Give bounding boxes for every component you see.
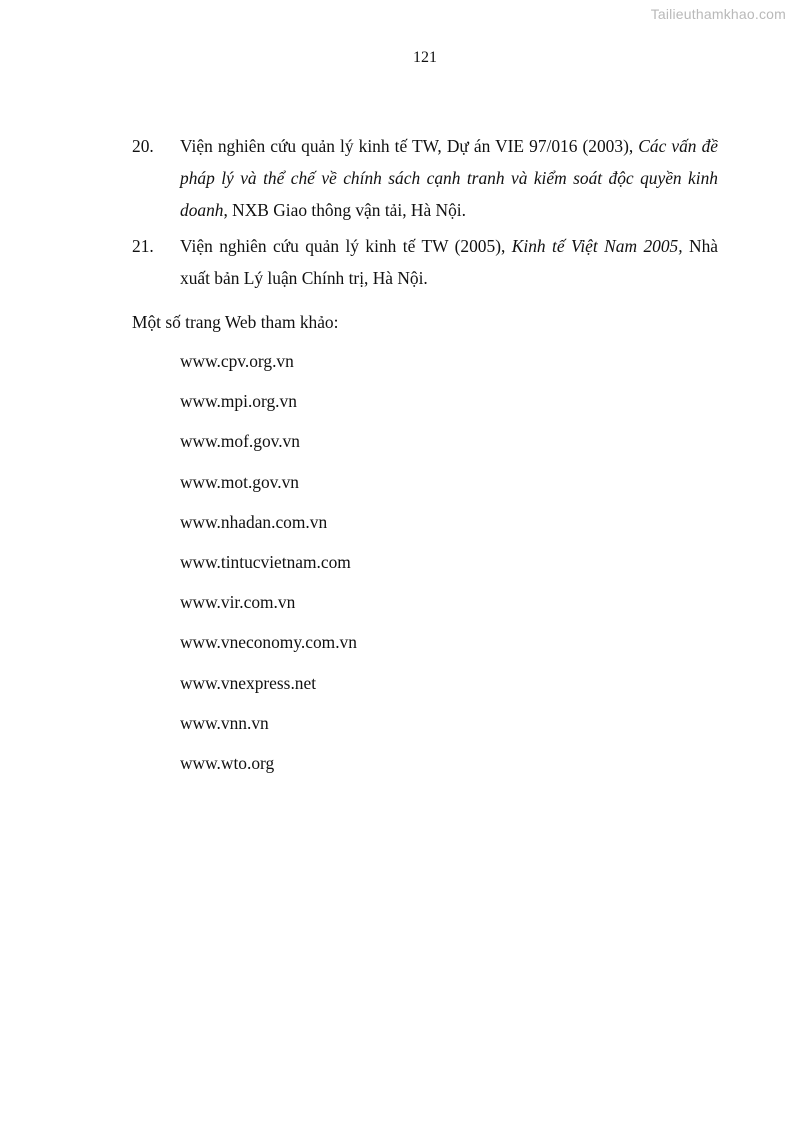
- website-link[interactable]: www.mot.gov.vn: [180, 471, 299, 492]
- website-link[interactable]: www.wto.org: [180, 752, 275, 773]
- website-link[interactable]: www.vneconomy.com.vn: [180, 632, 357, 653]
- page-number: 121: [413, 49, 437, 66]
- reference-item-21: [132, 230, 718, 294]
- reference-number: 21.: [132, 236, 154, 256]
- reference-list: [132, 130, 718, 298]
- website-link[interactable]: www.vir.com.vn: [180, 592, 296, 613]
- watermark: Tailieuthamkhao.com: [650, 6, 786, 22]
- reference-publisher-part: Nhà xuất bản Lý luận Chính trị, Hà Nội.: [180, 236, 718, 288]
- website-link[interactable]: www.cpv.org.vn: [180, 351, 294, 371]
- reference-text: [180, 130, 718, 226]
- reference-number: 20.: [132, 136, 154, 156]
- reference-text: [180, 230, 718, 294]
- website-list: [180, 345, 357, 787]
- reference-item-20: [132, 130, 718, 226]
- reference-title: Các vấn đề pháp lý và thể chế về chính sách cạnh tranh và kiểm soát độc quyền kinh doanh: [180, 136, 718, 220]
- website-link[interactable]: www.mof.gov.vn: [180, 431, 300, 452]
- website-link[interactable]: www.tintucvietnam.com: [180, 551, 351, 572]
- reference-title: Kinh tế Việt Nam 2005,: [511, 236, 683, 256]
- website-link[interactable]: www.mpi.org.vn: [180, 391, 297, 412]
- website-link[interactable]: www.vnn.vn: [180, 712, 269, 733]
- website-link[interactable]: www.nhadan.com.vn: [180, 511, 328, 532]
- websites-heading: Một số trang Web tham khảo:: [132, 312, 339, 332]
- reference-publisher-part: , NXB Giao thông vận tải, Hà Nội.: [223, 200, 466, 220]
- reference-author-part: Viện nghiên cứu quản lý kinh tế TW (2005),: [180, 236, 512, 256]
- reference-author-part: Viện nghiên cứu quản lý kinh tế TW, Dự án VIE 97/016 (2003),: [180, 136, 639, 156]
- website-link[interactable]: www.vnexpress.net: [180, 672, 317, 693]
